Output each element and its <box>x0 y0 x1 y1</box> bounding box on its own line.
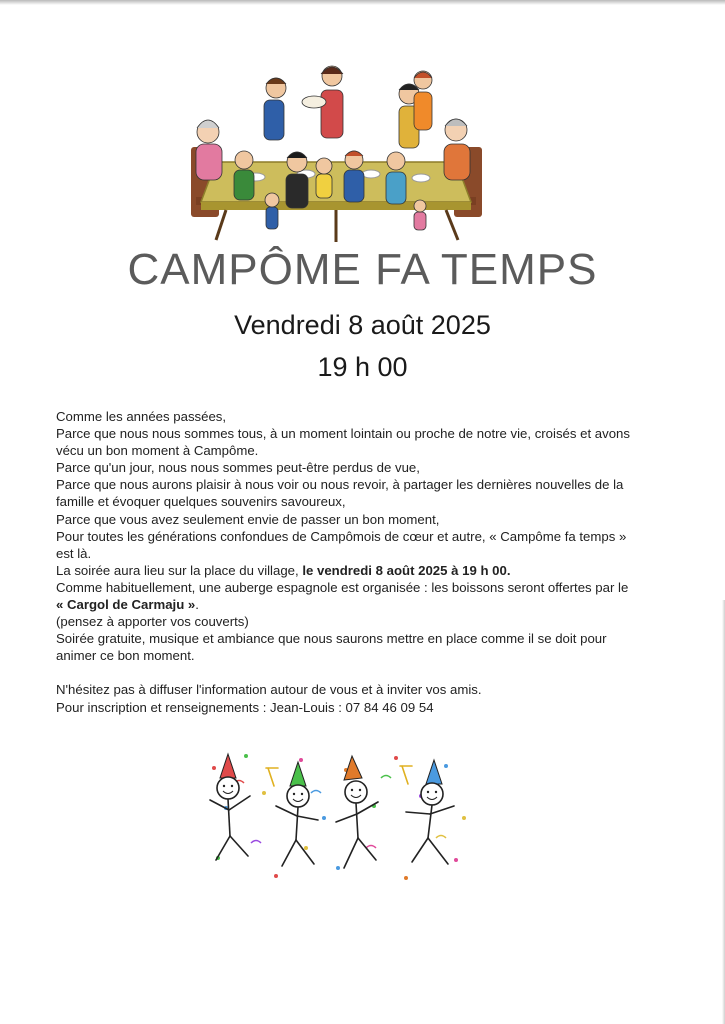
paragraph: Parce que nous aurons plaisir à nous voir ou nous revoir, à partager les dernières nouvelles de la famille et évoquer quelques souvenirs savoureux, <box>56 477 624 510</box>
paragraph-event-place <box>56 562 636 579</box>
event-place-text: La soirée aura lieu sur la place du village, <box>56 562 303 578</box>
event-time: 19 h 00 <box>317 352 408 382</box>
contact-info: Pour inscription et renseignements : Jean-Louis : 07 84 46 09 54 <box>56 699 434 715</box>
dancing-party-illustration <box>206 748 474 888</box>
paragraph: Parce qu'un jour, nous nous sommes peut-être perdus de vue, <box>56 460 420 476</box>
auberge-text: Comme habituellement, une auberge espagnole est organisée : les boissons seront offertes par le <box>56 579 629 595</box>
paragraph: Parce que nous nous sommes tous, à un moment lointain ou proche de notre vie, croisés et avons vécu un bon moment à Campôme. <box>56 426 630 459</box>
auberge-end: . <box>195 597 199 613</box>
event-title: CAMPÔME FA TEMPS <box>127 245 598 294</box>
paragraph: Comme les années passées, <box>56 409 227 424</box>
paragraph: Pour toutes les générations confondues de Campômois de cœur et autre, « Campôme fa temps » est là. <box>56 528 627 561</box>
paragraph: (pensez à apporter vos couverts) <box>56 614 249 630</box>
spacer <box>56 664 636 681</box>
scan-edge-top <box>0 0 725 5</box>
paragraph: Soirée gratuite, musique et ambiance que nous saurons mettre en place comme il se doit pour animer ce bon moment. <box>56 631 607 664</box>
paragraph: Parce que vous avez seulement envie de passer un bon moment, <box>56 511 440 527</box>
invitation-text <box>56 408 636 716</box>
paragraph-share: N'hésitez pas à diffuser l'information autour de vous et à inviter vos amis. <box>56 682 482 698</box>
paragraph-auberge <box>56 579 636 613</box>
event-date: Vendredi 8 août 2025 <box>234 310 491 340</box>
event-datetime-bold: le vendredi 8 août 2025 à 19 h 00. <box>302 562 511 578</box>
sponsor-name: « Cargol de Carmaju » <box>56 597 196 613</box>
family-dinner-illustration <box>186 62 486 247</box>
